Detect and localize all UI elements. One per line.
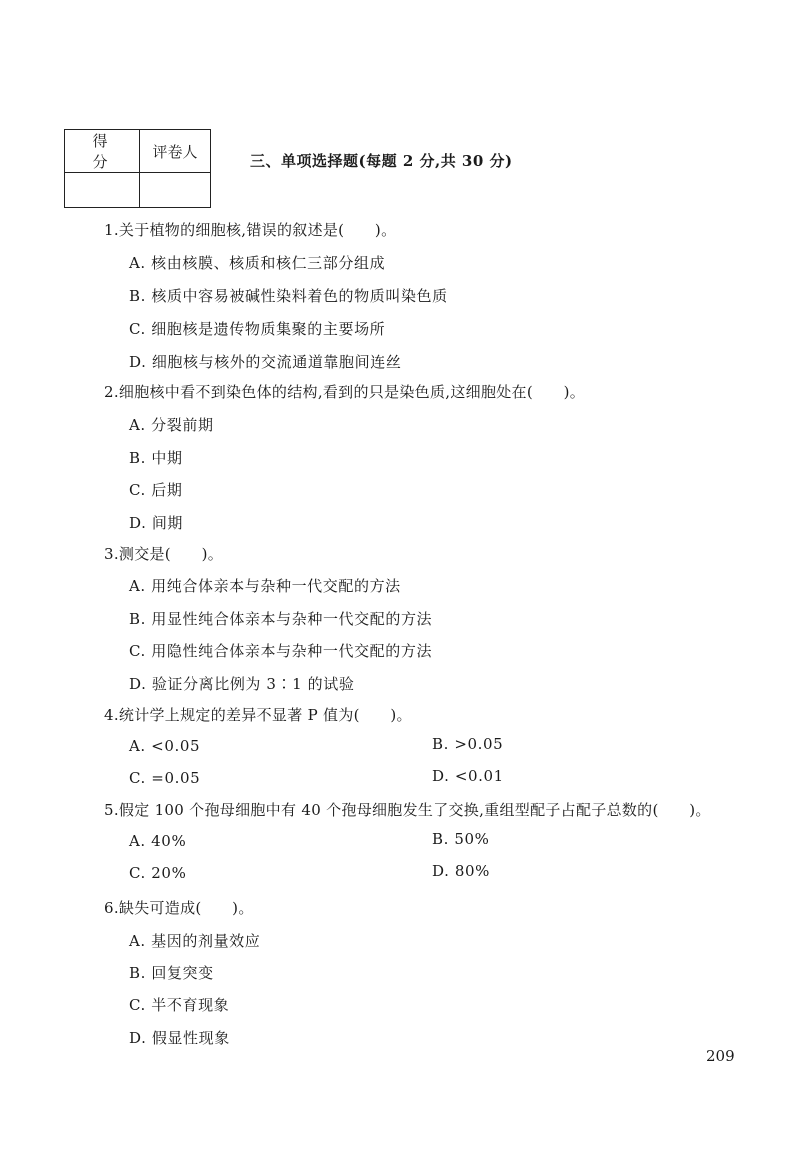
question-1-option-b: B. 核质中容易被碱性染料着色的物质叫染色质 (129, 287, 448, 305)
question-3-option-d: D. 验证分离比例为 3∶1 的试验 (129, 675, 355, 693)
page-number: 209 (706, 1047, 735, 1065)
question-3-option-a: A. 用纯合体亲本与杂种一代交配的方法 (129, 577, 401, 595)
question-2-option-d: D. 间期 (129, 514, 184, 532)
question-1-option-c: C. 细胞核是遗传物质集聚的主要场所 (129, 320, 386, 338)
question-2-stem: 2.细胞核中看不到染色体的结构,看到的只是染色质,这细胞处在( )。 (104, 383, 586, 401)
question-5-option-b: B. 50% (432, 830, 490, 848)
question-4-option-a: A. <0.05 (129, 737, 201, 755)
question-6-option-a: A. 基因的剂量效应 (129, 932, 261, 950)
question-4-stem: 4.统计学上规定的差异不显著 P 值为( )。 (104, 706, 412, 724)
question-1-option-d: D. 细胞核与核外的交流通道靠胞间连丝 (129, 353, 402, 371)
reviewer-cell (140, 173, 211, 208)
question-5-option-a: A. 40% (129, 832, 187, 850)
question-1-option-a: A. 核由核膜、核质和核仁三部分组成 (129, 254, 386, 272)
question-2-option-c: C. 后期 (129, 481, 183, 499)
section-title: 三、单项选择题(每题 2 分,共 30 分) (250, 152, 513, 170)
question-5-stem: 5.假定 100 个孢母细胞中有 40 个孢母细胞发生了交换,重组型配子占配子总数的( )。 (104, 801, 711, 819)
question-6-option-d: D. 假显性现象 (129, 1029, 230, 1047)
question-4-option-b: B. >0.05 (432, 735, 504, 753)
question-3-option-c: C. 用隐性纯合体亲本与杂种一代交配的方法 (129, 642, 433, 660)
question-6-option-c: C. 半不育现象 (129, 996, 230, 1014)
question-6-stem: 6.缺失可造成( )。 (104, 899, 254, 917)
reviewer-label: 评卷人 (140, 130, 211, 173)
question-2-option-a: A. 分裂前期 (129, 416, 214, 434)
question-4-option-d: D. <0.01 (432, 767, 504, 785)
question-3-option-b: B. 用显性纯合体亲本与杂种一代交配的方法 (129, 610, 433, 628)
question-5-option-d: D. 80% (432, 862, 490, 880)
score-cell (65, 173, 140, 208)
question-5-option-c: C. 20% (129, 864, 187, 882)
question-1-stem: 1.关于植物的细胞核,错误的叙述是( )。 (104, 221, 397, 239)
question-2-option-b: B. 中期 (129, 449, 183, 467)
question-4-option-c: C. =0.05 (129, 769, 201, 787)
question-6-option-b: B. 回复突变 (129, 964, 214, 982)
score-label: 得 分 (65, 130, 140, 173)
score-box (64, 129, 211, 208)
question-3-stem: 3.测交是( )。 (104, 545, 224, 563)
